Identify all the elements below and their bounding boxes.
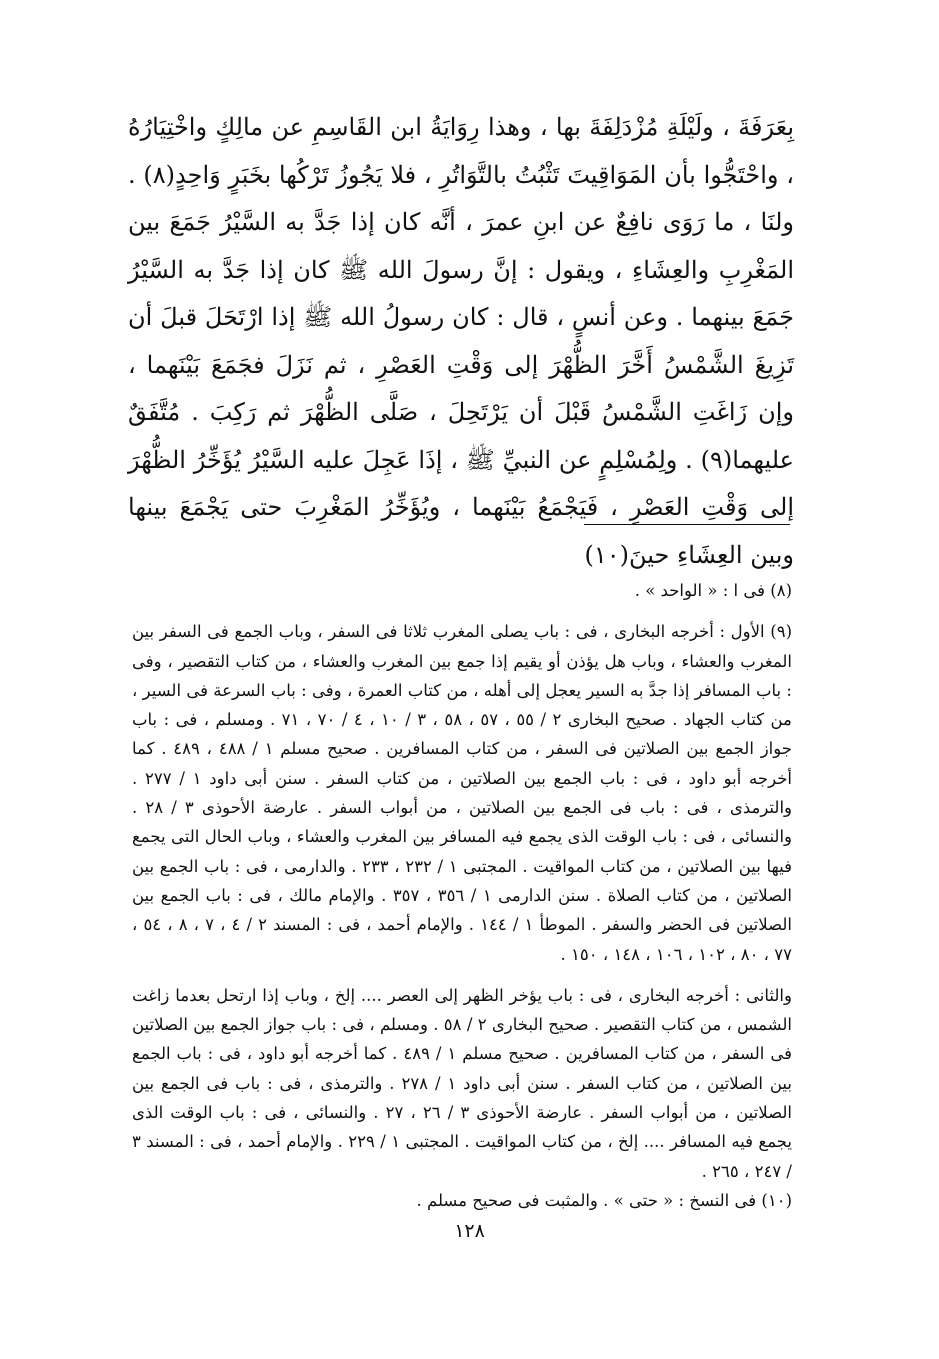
footnote-8: (٨) فى ا : « الواحد » .: [634, 581, 792, 600]
page-number: ١٢٨: [454, 1220, 485, 1242]
main-text-block: [128, 104, 794, 579]
footnote-9-second: والثانى : أخرجه البخارى ، فى : باب يؤخر الظهر إلى العصر .... إلخ ، وباب إذا ارتحل بعدما زاغت الشمس ، من كتاب التقصير . صحيح البخارى ٢ / ٥٨ . ومسلم ، فى : باب جواز الجمع بين الصلاتين فى السفر ، من كتاب المسافرين . صحيح مسلم ١ / ٤٨٩ . كما أخرجه أبو داود ، فى : باب الجمع بين الصلاتين ، من كتاب السفر . سنن أبى داود ١ / ٢٧٨ . والترمذى ، فى : باب فى الجمع بين الصلاتين ، من أبواب السفر . عارضة الأحوذى ٣ / ٢٦ ، ٢٧ . والنسائى ، فى : باب الوقت الذى يجمع فيه المسافر .... إلخ ، من كتاب المواقيت . المجتبى ١ / ٢٢٩ . والإمام أحمد ، فى : المسند ٣ / ٢٤٧ ، ٢٦٥ .: [132, 985, 793, 1181]
footnote-10: (١٠) فى النسخ : « حتى » . والمثبت فى صحيح مسلم .: [416, 1190, 792, 1210]
footnote-separator: [584, 524, 790, 525]
footnote-9-first: (٩) الأول : أخرجه البخارى ، فى : باب يصلى المغرب ثلاثا فى السفر ، وباب الجمع فى السفر بين المغرب والعشاء ، وباب هل يؤذن أو يقيم إذا جمع بين المغرب والعشاء ، من كتاب التقصير ، وفى : باب المسافر إذا جدَّ به السير يعجل إلى أهله ، من كتاب العمرة ، وفى : باب السرعة فى السير ، من كتاب الجهاد . صحيح البخارى ٢ / ٥٥ ، ٥٧ ، ٥٨ ، ٣ / ١٠ ، ٤ / ٧٠ ، ٧١ . ومسلم ، فى : باب جواز الجمع بين الصلاتين فى السفر ، من كتاب المسافرين . صحيح مسلم ١ / ٤٨٨ ، ٤٨٩ . كما أخرجه أبو داود ، فى : باب الجمع بين الصلاتين ، من كتاب السفر . سنن أبى داود ١ / ٢٧٧ . والترمذى ، فى : باب فى الجمع بين الصلاتين ، من أبواب السفر . عارضة الأحوذى ٣ / ٢٨ . والنسائى ، فى : باب الوقت الذى يجمع فيه المسافر بين المغرب والعشاء ، وباب الحال التى يجمع فيها بين الصلاتين ، من كتاب المواقيت . المجتبى ١ / ٢٣٢ ، ٢٣٣ . والدارمى ، فى : باب الجمع بين الصلاتين ، من كتاب الصلاة . سنن الدارمى ١ / ٣٥٦ ، ٣٥٧ . والإمام مالك ، فى : باب الجمع بين الصلاتين فى الحضر والسفر . الموطأ ١ / ١٤٤ . والإمام أحمد ، فى : المسند ٢ / ٤ ، ٧ ، ٨ ، ٥٤ ، ٧٧ ، ٨٠ ، ١٠٢ ، ١٠٦ ، ١٤٨ ، ١٥٠ .: [132, 622, 792, 964]
footnotes-block: [132, 576, 792, 1215]
main-paragraph: بِعَرَفَةَ ، ولَيْلَةِ مُزْدَلِفَةَ بها ، وهذا رِوَايَةُ ابن القَاسِمِ عن مالِكٍ واخْتِيَارُهُ ، واحْتَجُّوا بأن المَوَاقِيتَ تَثْبُتُ بالتَّوَاتُرِ ، فلا يَجُوزُ تَرْكُها بخَبَرٍ وَاحِدٍ(٨) . ولنَا ، ما رَوَى نافِعٌ عن ابنِ عمرَ ، أنَّه كان إذا جَدَّ به السَّيْرُ جَمَعَ بين المَغْرِبِ والعِشَاءِ ، ويقول : إنَّ رسولَ الله ﷺ كان إذا جَدَّ به السَّيْرُ جَمَعَ بينهما . وعن أنسٍ ، قال : كان رسولُ الله ﷺ إذا ارْتَحَلَ قبلَ أن تَزِيغَ الشَّمْسُ أَخَّرَ الظُّهْرَ إلى وَقْتِ العَصْرِ ، ثم نَزَلَ فجَمَعَ بَيْنَهما ، وإن زَاغَتِ الشَّمْسُ قَبْلَ أن يَرْتَحِلَ ، صَلَّى الظُّهْرَ ثم رَكِبَ . مُتَّفَقٌ عليهما(٩) . ولِمُسْلِمٍ عن النبيِّ ﷺ ، إذَا عَجِلَ عليه السَّيْرُ يُؤَخِّرُ الظُّهْرَ إلى وَقْتِ العَصْرِ ، فَيَجْمَعُ بَيْنَهما ، ويُؤَخِّرُ المَغْرِبَ حتى يَجْمَعَ بينها وبين العِشَاءِ حينَ(١٠): [128, 113, 794, 569]
